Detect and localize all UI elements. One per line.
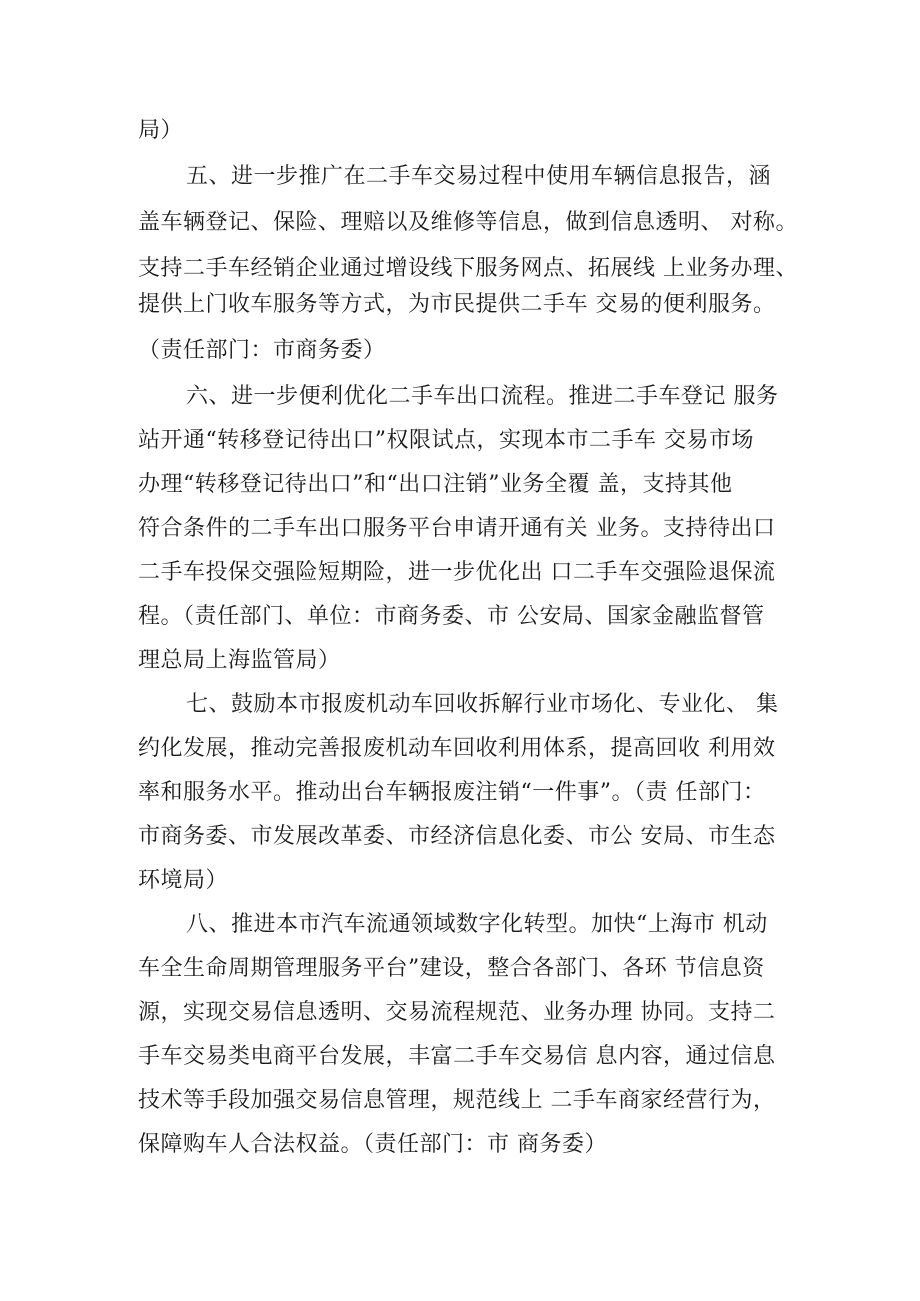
paragraph-5-line: 盖车辆登记、保险、理赔以及维修等信息，做到信息透明、 对称。 xyxy=(138,210,798,235)
paragraph-6-line: 站开通“转移登记待出口”权限试点，实现本市二手车 交易市场 xyxy=(138,428,754,453)
paragraph-6-line: 二手车投保交强险短期险，进一步优化出 口二手车交强险退保流 xyxy=(138,560,776,585)
paragraph-6-line: 程。（责任部门、单位：市商务委、市 公安局、国家金融监督管 xyxy=(138,604,765,629)
paragraph-6-line: 六、进一步便利优化二手车出口流程。推进二手车登记 服务 xyxy=(186,384,779,409)
paragraph-5-line: 提供上门收车服务等方式，为市民提供二手车 交易的便利服务。 xyxy=(138,292,776,317)
paragraph-7-line: 约化发展，推动完善报废机动车回收利用体系，提高回收 利用效 xyxy=(138,736,776,761)
paragraph-8-line: 八、推进本市汽车流通领域数字化转型。加快“上海市 机动 xyxy=(186,912,768,937)
paragraph-5-line: 支持二手车经销企业通过增设线下服务网点、拓展线 上业务办理、 xyxy=(138,256,798,281)
paragraph-5-line: 五、进一步推广在二手车交易过程中使用车辆信息报告，涵 xyxy=(186,164,772,189)
paragraph-8-line: 保障购车人合法权益。（责任部门：市 商务委） xyxy=(138,1132,607,1157)
text-line: 局） xyxy=(138,118,184,143)
paragraph-7-line: 市商务委、市发展改革委、市经济信息化委、市公 安局、市生态 xyxy=(138,824,776,849)
paragraph-6-line: 符合条件的二手车出口服务平台申请开通有关 业务。支持待出口 xyxy=(138,516,776,541)
paragraph-6-line: 办理“转移登记待出口”和“出口注销”业务全覆 盖，支持其他 xyxy=(138,472,733,497)
paragraph-6-line: 理总局上海监管局） xyxy=(138,648,341,673)
paragraph-8-line: 手车交易类电商平台发展，丰富二手车交易信 息内容，通过信息 xyxy=(138,1044,776,1069)
paragraph-7-line: 七、鼓励本市报废机动车回收拆解行业市场化、专业化、 集 xyxy=(186,692,779,717)
paragraph-8-line: 车全生命周期管理服务平台”建设，整合各部门、各环 节信息资 xyxy=(138,956,765,981)
paragraph-7-line: 环境局） xyxy=(138,868,229,893)
paragraph-8-line: 源，实现交易信息透明、交易流程规范、业务办理 协同。支持二 xyxy=(138,1000,776,1025)
paragraph-5-line: （责任部门：市商务委） xyxy=(138,338,386,363)
paragraph-7-line: 率和服务水平。推动出台车辆报废注销“一件事”。（责 任部门： xyxy=(138,780,766,805)
paragraph-8-line: 技术等手段加强交易信息管理，规范线上 二手车商家经营行为， xyxy=(138,1088,776,1113)
